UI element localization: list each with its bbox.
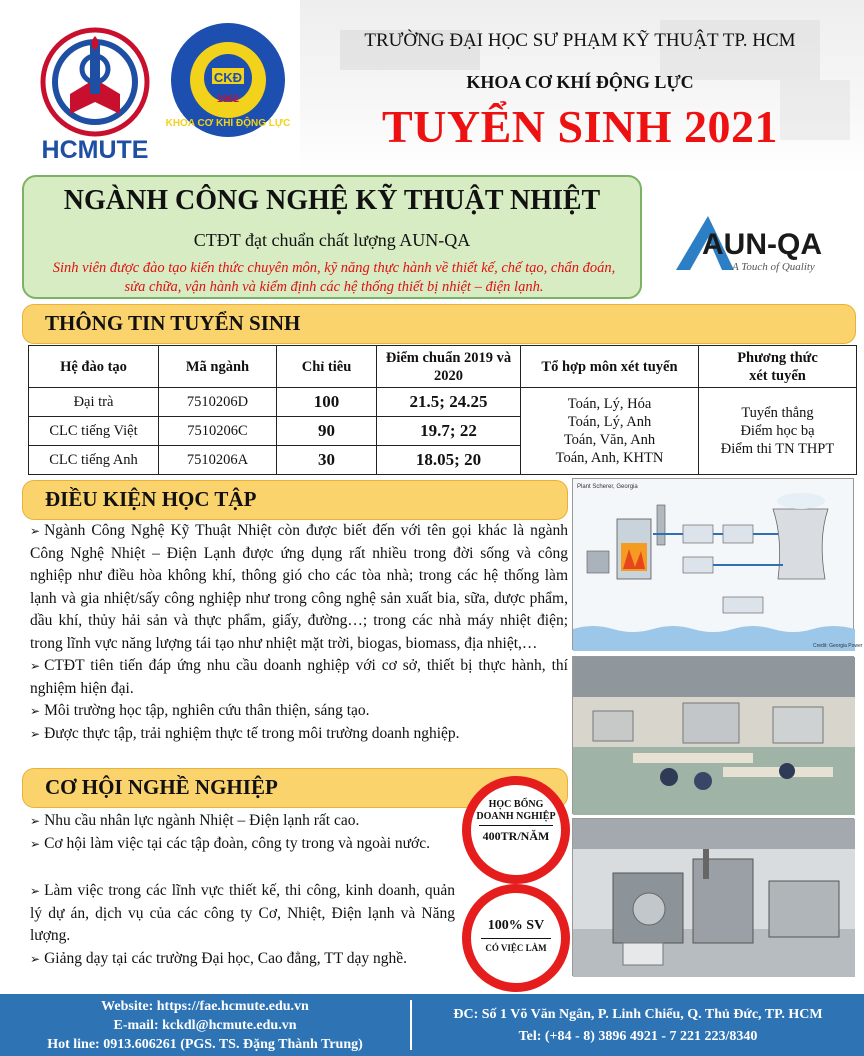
scholarship-badge [462, 776, 570, 884]
score-cell: 18.05; 20 [377, 446, 521, 475]
faculty-seal [165, 20, 291, 140]
col-header-quota: Chỉ tiêu [277, 346, 377, 388]
quota-cell: 30 [277, 446, 377, 475]
code-cell: 7510206C [159, 417, 277, 446]
list-item: ➢ Giảng dạy tại các trường Đại học, Cao đẳng, TT dạy nghề. [30, 949, 408, 967]
footer-contact-left [0, 997, 410, 1054]
hcmute-logo [30, 24, 160, 164]
list-item: ➢ Nhu cầu nhân lực ngành Nhiệt – Điện lạnh rất cao. [30, 812, 360, 829]
faculty-name: KHOA CƠ KHÍ ĐỘNG LỰC [466, 72, 694, 92]
arrow-bullet-icon: ➢ [30, 726, 41, 741]
list-item: ➢ CTĐT tiên tiến đáp ứng nhu cầu doanh nghiệp với cơ sở, thiết bị thực hành, thí nghiệm hiện đại. [30, 657, 568, 697]
svg-text:A Touch of Quality: A Touch of Quality [732, 261, 815, 273]
subject-group: Toán, Lý, Anh [567, 414, 652, 430]
major-info-box [22, 175, 642, 299]
code-cell: 7510206D [159, 388, 277, 417]
list-item: ➢ Ngành Công Nghệ Kỹ Thuật Nhiệt còn được biết đến với tên gọi khác là ngành Công Nghệ Nhiệt – Điện Lạnh được ứng dụng rất nhiều trong đời sống và công nghiệp như điều hòa không khí, thông gió cho các tòa nhà; trong các hệ thống làm lạnh và gia nhiệt/sấy công nghiệp như trong công nghệ sản xuất bia, sữa, dược phẩm, dầu khí, thủy hải sản và thực phẩm, giấy, đường…; trong các nhà máy nhiệt điện; trong lĩnh vực năng lượng tái tạo như nhiệt mặt trời, biogas, biomass, địa nhiệt,… [30, 522, 568, 652]
svg-text:Plant Scherer, Georgia: Plant Scherer, Georgia [577, 484, 638, 490]
scholarship-line1: HỌC BỔNG [488, 799, 544, 810]
col-header-score: Điểm chuẩn 2019 và 2020 [377, 346, 521, 388]
laboratory-photo [572, 656, 854, 814]
svg-text:HCMUTE: HCMUTE [41, 136, 149, 164]
admission-methods-cell [699, 388, 857, 475]
arrow-bullet-icon: ➢ [30, 524, 41, 538]
table-row [29, 388, 857, 417]
svg-text:AUN-QA: AUN-QA [702, 228, 822, 261]
footer-hotline: Hot line: 0913.606261 (PGS. TS. Đặng Thành Trung) [47, 1037, 363, 1052]
aun-qa-logo [672, 210, 832, 276]
list-item: ➢ Cơ hội làm việc tại các tập đoàn, công ty trong và ngoài nước. [30, 834, 430, 852]
program-cell: Đại trà [29, 388, 159, 417]
list-item: ➢ Môi trường học tập, nghiên cứu thân thiện, sáng tạo. [30, 702, 370, 719]
admission-table [28, 345, 857, 475]
employment-badge [462, 884, 570, 992]
career-list-bottom [30, 880, 455, 970]
svg-text:Credit: Georgia Power: Credit: Georgia Power [813, 643, 863, 649]
list-item: ➢ Làm việc trong các lĩnh vực thiết kế, thi công, kinh doanh, quản lý dự án, dịch vụ của các công ty Cơ, Nhiệt, Điện lạnh và Năng lượng. [30, 882, 455, 944]
career-section-header: CƠ HỘI NGHỀ NGHIỆP [22, 768, 568, 808]
major-description: Sinh viên được đào tạo kiến thức chuyên môn, kỹ năng thực hành về thiết kế, chế tạo, chẩn đoán, sửa chữa, vận hành và kiểm định các hệ thống thiết bị nhiệt – điện lạnh. [52, 260, 616, 295]
svg-text:CKĐ: CKĐ [213, 70, 243, 85]
employment-percent: 100% SV [487, 918, 545, 933]
col-header-method: Phương thức xét tuyển [699, 346, 857, 388]
career-list-top [30, 810, 460, 855]
list-item: ➢ Được thực tập, trải nghiệm thực tế trong môi trường doanh nghiệp. [30, 724, 460, 742]
scholarship-line2: DOANH NGHIỆP [476, 811, 556, 822]
subject-groups-cell [521, 388, 699, 475]
equipment-photo [572, 818, 854, 976]
power-plant-diagram [572, 478, 863, 650]
admission-section-header: THÔNG TIN TUYỂN SINH [22, 304, 856, 344]
admission-method: Điểm thi TN THPT [720, 441, 835, 457]
footer-contact-right [412, 1004, 864, 1048]
quota-cell: 100 [277, 388, 377, 417]
admission-method: Điểm học bạ [740, 423, 815, 439]
admission-banner: TUYỂN SINH 2021 [381, 101, 778, 152]
col-header-subjects: Tổ hợp môn xét tuyển [521, 346, 699, 388]
score-cell: 19.7; 22 [377, 417, 521, 446]
arrow-bullet-icon: ➢ [30, 814, 41, 828]
col-header-code: Mã ngành [159, 346, 277, 388]
subject-group: Toán, Văn, Anh [563, 432, 656, 448]
footer-bar [0, 994, 864, 1056]
major-title: NGÀNH CÔNG NGHỆ KỸ THUẬT NHIỆT [63, 185, 601, 216]
conditions-list [30, 520, 568, 745]
subject-group: Toán, Lý, Hóa [567, 396, 652, 412]
footer-website[interactable]: Website: https://fae.hcmute.edu.vn [101, 999, 309, 1014]
svg-text:1962: 1962 [216, 94, 240, 105]
arrow-bullet-icon: ➢ [30, 884, 41, 898]
quota-cell: 90 [277, 417, 377, 446]
footer-phone: Tel: (+84 - 8) 3896 4921 - 7 221 223/8340 [518, 1029, 758, 1044]
code-cell: 7510206A [159, 446, 277, 475]
admission-method: Tuyển thẳng [741, 405, 814, 421]
arrow-bullet-icon: ➢ [30, 836, 41, 851]
arrow-bullet-icon: ➢ [30, 704, 41, 718]
major-subtitle: CTĐT đạt chuẩn chất lượng AUN-QA [193, 230, 471, 250]
conditions-section-header: ĐIỀU KIỆN HỌC TẬP [22, 480, 568, 520]
col-header-program: Hệ đào tạo [29, 346, 159, 388]
arrow-bullet-icon: ➢ [30, 951, 41, 966]
scholarship-amount: 400TR/NĂM [482, 829, 550, 843]
employment-text: CÓ VIỆC LÀM [485, 943, 547, 953]
score-cell: 21.5; 24.25 [377, 388, 521, 417]
footer-address: ĐC: Số 1 Võ Văn Ngân, P. Linh Chiểu, Q. Thủ Đức, TP. HCM [453, 1007, 823, 1022]
footer-email[interactable]: E-mail: kckdl@hcmute.edu.vn [113, 1018, 297, 1033]
subject-group: Toán, Anh, KHTN [555, 450, 664, 466]
program-cell: CLC tiếng Việt [29, 417, 159, 446]
university-name: TRƯỜNG ĐẠI HỌC SƯ PHẠM KỸ THUẬT TP. HCM [364, 30, 796, 51]
program-cell: CLC tiếng Anh [29, 446, 159, 475]
arrow-bullet-icon: ➢ [30, 659, 41, 673]
svg-text:KHOA CƠ KHÍ ĐỘNG LỰC: KHOA CƠ KHÍ ĐỘNG LỰC [165, 118, 291, 129]
